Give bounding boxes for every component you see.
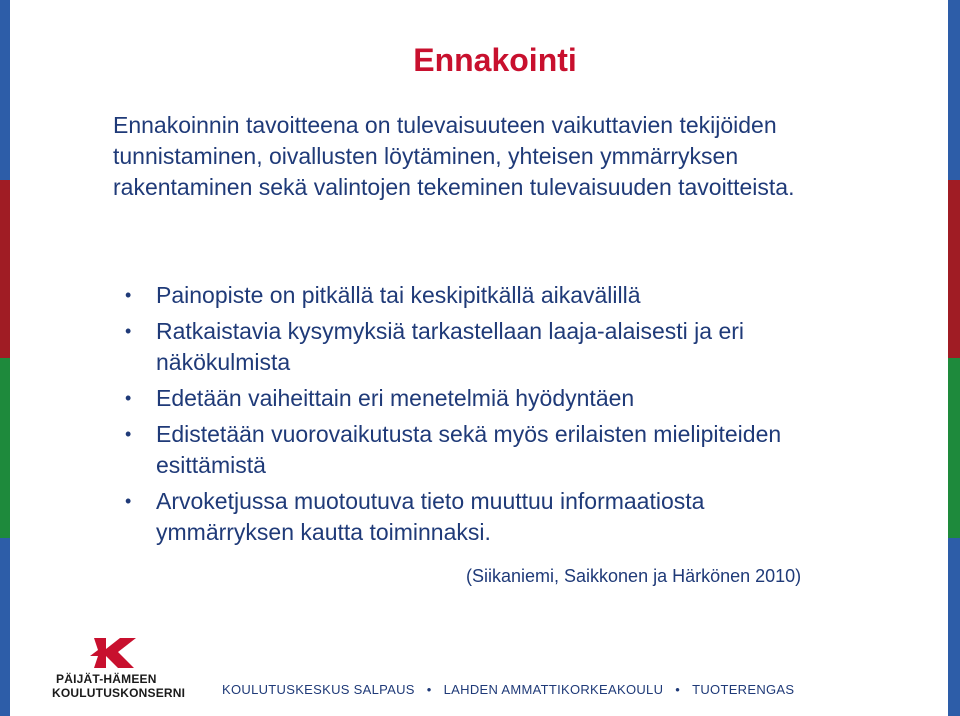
left-stripe-blue-bottom (0, 538, 10, 716)
list-item (125, 383, 845, 414)
bullet-dot: • (125, 424, 132, 444)
slide-title: Ennakointi (413, 42, 577, 78)
footer-item-salpaus: KOULUTUSKESKUS SALPAUS (222, 682, 415, 697)
footer-separator: • (675, 682, 681, 697)
footer-item-lamk: LAHDEN AMMATTIKORKEAKOULU (443, 682, 664, 697)
bullet-text: Edistetään vuorovaikutusta sekä myös erilaisten mielipiteiden esittämistä (156, 421, 782, 478)
bullet-text: Edetään vaiheittain eri menetelmiä hyödyntäen (156, 385, 635, 411)
list-item (125, 486, 845, 548)
list-item (125, 280, 845, 311)
bullet-text: Arvoketjussa muotoutuva tieto muuttuu informaatiosta ymmärryksen kautta toiminnaksi. (156, 488, 705, 545)
right-stripe-red (948, 180, 960, 358)
list-item (125, 316, 845, 378)
bullet-dot: • (125, 491, 132, 511)
koulutuskonserni-logo (50, 636, 190, 700)
right-stripe-green (948, 358, 960, 538)
footer-item-tuoterengas: TUOTERENGAS (692, 682, 795, 697)
right-stripe-blue-top (948, 0, 960, 180)
footer-separator: • (426, 682, 432, 697)
bullet-dot: • (125, 285, 132, 305)
intro-paragraph: Ennakoinnin tavoitteena on tulevaisuuteen vaikuttavien tekijöiden tunnistaminen, oivallusten löytäminen, yhteisen ymmärryksen rakentaminen sekä valintojen tekeminen tulevaisuuden tavoitteista. (113, 112, 795, 200)
bullet-text: Ratkaistavia kysymyksiä tarkastellaan laaja-alaisesti ja eri näkökulmista (156, 318, 745, 375)
left-stripe-red (0, 180, 10, 358)
logo-line-2: KOULUTUSKONSERNI (52, 686, 186, 700)
left-stripe-blue-top (0, 0, 10, 180)
bullet-dot: • (125, 321, 132, 341)
logo-line-1: PÄIJÄT-HÄMEEN (56, 672, 157, 686)
left-stripe-green (0, 358, 10, 538)
list-item (125, 419, 845, 481)
bullet-dot: • (125, 388, 132, 408)
k-logo-icon (90, 636, 140, 670)
citation: (Siikaniemi, Saikkonen ja Härkönen 2010) (466, 566, 802, 586)
bullet-list (125, 280, 845, 553)
bullet-text: Painopiste on pitkällä tai keskipitkällä aikavälillä (156, 282, 641, 308)
footer-organizations (222, 682, 794, 697)
right-stripe-blue-bottom (948, 538, 960, 716)
